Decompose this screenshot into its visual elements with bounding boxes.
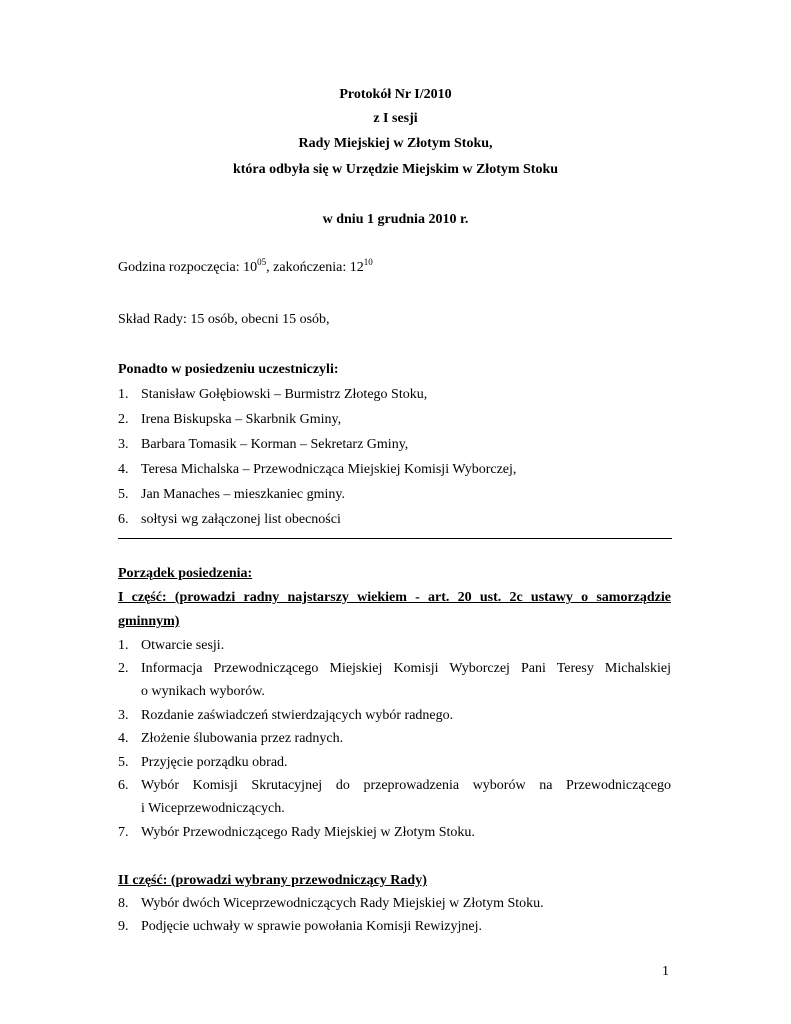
list-item-number: 5.: [118, 487, 129, 502]
list-item-number: 3.: [118, 708, 129, 723]
list-item-number: 8.: [118, 896, 129, 911]
end-time-label: , zakończenia: 12: [266, 260, 364, 275]
start-time-minutes: 05: [257, 257, 267, 267]
list-item: Wybór Komisji Skrutacyjnej do przeprowadzenia wyborów na Przewodniczącego: [141, 778, 671, 793]
list-item-number: 3.: [118, 437, 129, 452]
list-item: Przyjęcie porządku obrad.: [141, 755, 288, 770]
list-item: Wybór dwóch Wiceprzewodniczących Rady Miejskiej w Złotym Stoku.: [141, 896, 544, 911]
list-item: Barbara Tomasik – Korman – Sekretarz Gminy,: [141, 437, 409, 452]
list-item-number: 4.: [118, 462, 129, 477]
session-time: [118, 257, 373, 276]
end-time-minutes: 10: [363, 257, 373, 267]
list-item: Informacja Przewodniczącego Miejskiej Komisji Wyborczej Pani Teresy Michalskiej: [141, 661, 671, 676]
list-item-number: 6.: [118, 778, 129, 793]
list-item-cont: o wynikach wyborów.: [141, 684, 265, 699]
list-item-number: 1.: [118, 387, 129, 402]
list-item: Rozdanie zaświadczeń stwierdzających wybór radnego.: [141, 708, 454, 723]
list-item-number: 9.: [118, 919, 129, 934]
list-item-number: 7.: [118, 825, 129, 840]
location-line: która odbyła się w Urzędzie Miejskim w Złotym Stoku: [232, 162, 559, 177]
date-line: w dniu 1 grudnia 2010 r.: [322, 212, 469, 227]
list-item: Stanisław Gołębiowski – Burmistrz Złotego Stoku,: [141, 387, 428, 402]
protocol-title: Protokół Nr I/2010: [339, 87, 452, 102]
page-number: 1: [662, 964, 669, 979]
council-composition: Skład Rady: 15 osób, obecni 15 osób,: [118, 312, 330, 327]
part1-heading-cont: gminnym): [118, 614, 180, 629]
list-item: Jan Manaches – mieszkaniec gminy.: [141, 487, 345, 502]
council-line: Rady Miejskiej w Złotym Stoku,: [298, 136, 493, 151]
list-item: sołtysi wg załączonej list obecności: [141, 512, 341, 527]
divider: [118, 538, 672, 539]
list-item-number: 4.: [118, 731, 129, 746]
start-time-label: Godzina rozpoczęcia: 10: [118, 260, 258, 275]
session-line: z I sesji: [373, 111, 418, 126]
list-item-cont: i Wiceprzewodniczących.: [141, 801, 285, 816]
list-item: Irena Biskupska – Skarbnik Gminy,: [141, 412, 342, 427]
list-item-number: 6.: [118, 512, 129, 527]
list-item: Złożenie ślubowania przez radnych.: [141, 731, 344, 746]
list-item: Otwarcie sesji.: [141, 638, 225, 653]
list-item-number: 5.: [118, 755, 129, 770]
participants-heading: Ponadto w posiedzeniu uczestniczyli:: [118, 362, 339, 377]
list-item-number: 2.: [118, 661, 129, 676]
list-item-number: 1.: [118, 638, 129, 653]
list-item-number: 2.: [118, 412, 129, 427]
part2-heading: II część: (prowadzi wybrany przewodniczący Rady): [118, 873, 427, 888]
list-item: Podjęcie uchwały w sprawie powołania Komisji Rewizyjnej.: [141, 919, 482, 934]
part1-heading: I część: (prowadzi radny najstarszy wiekiem - art. 20 ust. 2c ustawy o samorządzie: [118, 590, 671, 605]
list-item: Wybór Przewodniczącego Rady Miejskiej w Złotym Stoku.: [141, 825, 475, 840]
agenda-heading: Porządek posiedzenia:: [118, 566, 253, 581]
list-item: Teresa Michalska – Przewodnicząca Miejskiej Komisji Wyborczej,: [141, 462, 517, 477]
